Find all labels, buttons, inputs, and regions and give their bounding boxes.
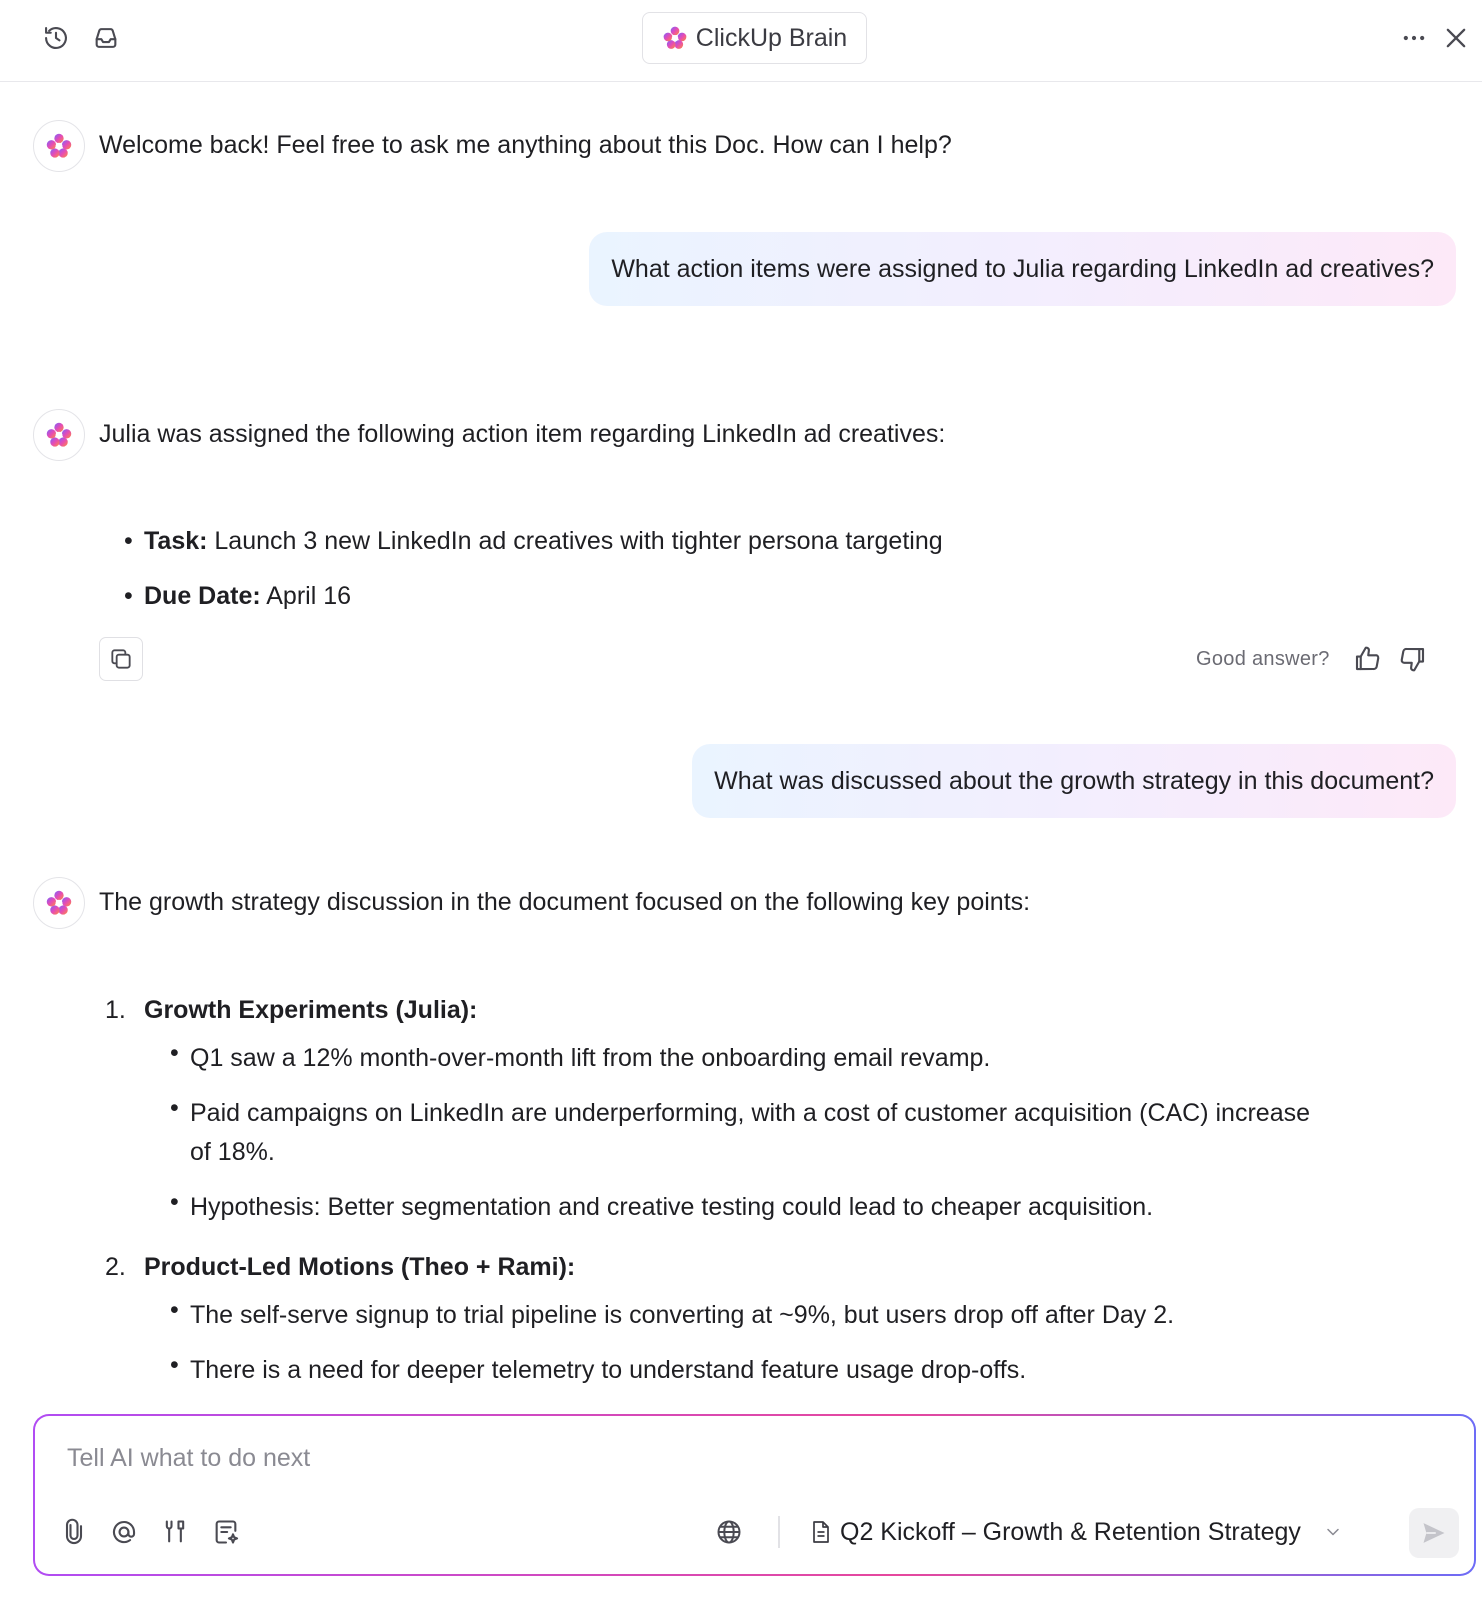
copy-icon xyxy=(108,646,134,672)
panel-title: ClickUp Brain xyxy=(695,23,848,52)
user-message: What action items were assigned to Julia regarding LinkedIn ad creatives? xyxy=(589,232,1456,306)
copy-button[interactable] xyxy=(99,637,143,681)
context-doc-select[interactable] xyxy=(810,1512,1343,1552)
user-message: What was discussed about the growth strategy in this document? xyxy=(692,744,1456,818)
ai-avatar xyxy=(33,877,85,929)
ai-avatar xyxy=(33,409,85,461)
context-doc-name: Q2 Kickoff – Growth & Retention Strategy xyxy=(840,1517,1301,1546)
prompt-input[interactable] xyxy=(67,1438,1067,1478)
section-number: 2. xyxy=(105,1253,126,1281)
clickup-brain-logo-icon xyxy=(45,132,73,160)
clickup-brain-panel: ClickUp Brain Welcome back! Feel free to ask me anything about this Doc. How can I help? What action items were assigned to Julia regarding LinkedIn ad creatives? Julia was assigned the following action item regarding LinkedIn ad creatives: • Task: Launch 3 new LinkedIn ad creatives with tighter persona targeting • Due Date: April 16 Good answer? What was discussed about the growth strategy in this document? The growth strategy discussion in the document focused on the following key points: 1. Growth Experiments (Julia): • Q1 saw a 12% month-over-month lift from the onboarding email revamp. • Paid campaigns on LinkedIn are underperforming, with a cost of customer acquisition (CAC) increase of 18%. • Hypothesis: Better segmentation and creative testing could lead to cheaper acquisition. 2. Product-Led Motions (Theo + Rami): • The self-serve signup to trial pipeline is converting at ~9%, but users drop off after Day 2. • There is a need for deeper telemetry to understand feature usage drop-offs. Tell AI what to do next Q2 Kickoff – Growth & Retention Strategy xyxy=(0,0,1482,1600)
send-icon xyxy=(1420,1519,1448,1547)
section-number: 1. xyxy=(105,996,126,1024)
clickup-brain-logo-icon xyxy=(45,889,73,917)
panel-header xyxy=(0,0,1482,82)
section-title: Product-Led Motions (Theo + Rami): xyxy=(144,1253,576,1281)
send-button[interactable] xyxy=(1409,1508,1459,1558)
clickup-brain-logo-icon xyxy=(45,421,73,449)
thumbs-up-icon[interactable] xyxy=(1352,644,1382,674)
ai-message-intro: Julia was assigned the following action item regarding LinkedIn ad creatives: xyxy=(99,420,946,448)
ai-composer xyxy=(33,1414,1476,1576)
close-icon[interactable] xyxy=(1436,18,1476,58)
ai-avatar xyxy=(33,120,85,172)
attach-icon[interactable] xyxy=(57,1515,91,1549)
ai-message-intro: The growth strategy discussion in the document focused on the following key points: xyxy=(99,888,1031,916)
more-icon[interactable] xyxy=(1394,18,1434,58)
feedback-label: Good answer? xyxy=(1196,648,1330,670)
history-icon[interactable] xyxy=(36,18,76,58)
globe-icon[interactable] xyxy=(712,1515,746,1549)
ai-message-welcome: Welcome back! Feel free to ask me anything about this Doc. How can I help? xyxy=(99,131,952,159)
chevron-down-icon xyxy=(1323,1522,1343,1542)
thumbs-down-icon[interactable] xyxy=(1398,644,1428,674)
ai-note-icon[interactable] xyxy=(209,1515,243,1549)
clickup-brain-logo-icon xyxy=(662,25,688,51)
toolbar-divider xyxy=(778,1516,780,1548)
panel-title-pill xyxy=(642,12,867,64)
inbox-icon[interactable] xyxy=(86,18,126,58)
mention-icon[interactable] xyxy=(107,1515,141,1549)
document-icon xyxy=(810,1520,832,1544)
section-title: Growth Experiments (Julia): xyxy=(144,996,478,1024)
tools-icon[interactable] xyxy=(158,1515,192,1549)
